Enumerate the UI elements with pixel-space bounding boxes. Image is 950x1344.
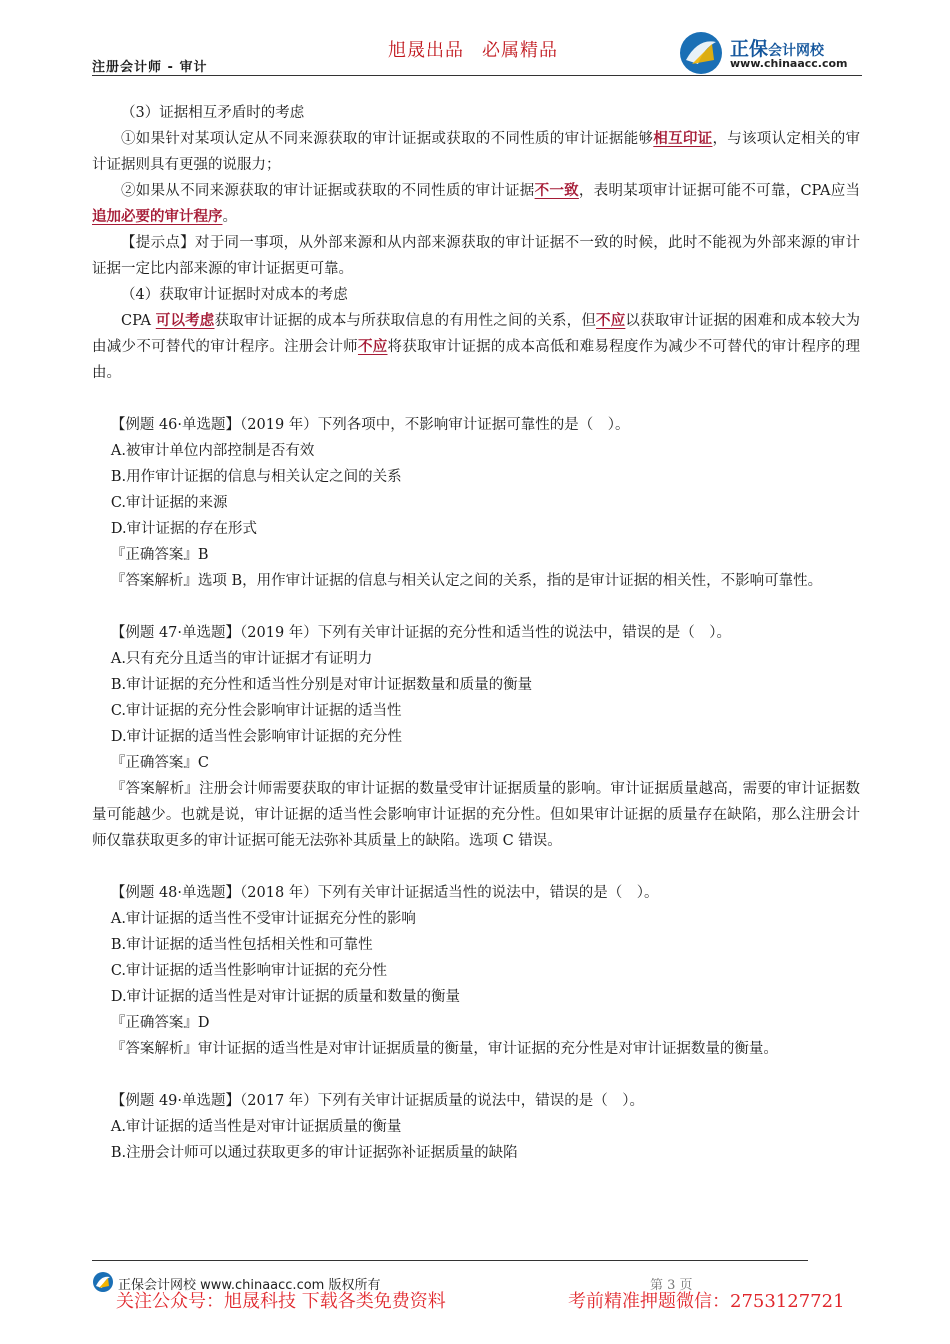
slogan-left: 旭晟出品 [388,40,464,61]
paragraph-tip: 【提示点】对于同一事项，从外部来源和从内部来源获取的审计证据不一致的时候，此时不能视为外部来源的审计证据一定比内部来源的审计证据更可靠。 [92,235,860,277]
question-48-option-b: B.审计证据的适当性包括相关性和可靠性 [110,937,373,953]
emphasis-text: 可以考虑 [155,312,215,329]
question-49-option-b: B.注册会计师可以通过获取更多的审计证据弥补证据质量的缺陷 [110,1145,518,1161]
question-46-option-c: C.审计证据的来源 [110,495,228,511]
question-47-option-b: B.审计证据的充分性和适当性分别是对审计证据数量和质量的衡量 [110,677,533,693]
document-body [92,100,860,1166]
question-48-title: 【例题 48·单选题】（2018 年）下列有关审计证据适当性的说法中，错误的是（ ）。 [110,885,659,901]
footer-logo-icon [92,1271,114,1293]
chinaacc-logo[interactable] [678,30,868,76]
paragraph-cost: CPA 可以考虑获取审计证据的成本与所获取信息的有用性之间的关系，但不应以获取审计证据的困难和成本较大为由减少不可替代的审计程序。注册会计师不应将获取审计证据的成本高低和难易程度作为减少不可替代的审计程序的理由。 [92,312,861,381]
header-slogan [388,36,558,62]
header-course-title: 注册会计师 - 审计 [92,60,208,75]
emphasis-text: 不应 [596,312,626,329]
emphasis-text: 不应 [357,338,388,355]
emphasis-text: 追加必要的审计程序 [92,208,223,225]
footer-divider [92,1260,808,1261]
question-47-title: 【例题 47·单选题】（2019 年）下列有关审计证据的充分性和适当性的说法中，错误的是（ ）。 [110,625,732,641]
logo-url: www.chinaacc.com [730,57,848,70]
question-46-answer: 『正确答案』B [110,547,209,563]
question-48-answer: 『正确答案』D [110,1015,210,1031]
question-47-analysis: 『答案解析』注册会计师需要获取的审计证据的数量受审计证据质量的影响。审计证据质量越高，需要的审计证据数量可能越少。也就是说，审计证据的适当性会影响审计证据的充分性。但如果审计证据的质量存在缺陷，那么注册会计师仅靠获取更多的审计证据可能无法弥补其质量上的缺陷。选项 C 错误。 [92,781,860,849]
question-48-option-c: C.审计证据的适当性影响审计证据的充分性 [110,963,388,979]
question-47-option-a: A.只有充分且适当的审计证据才有证明力 [110,651,373,667]
question-47-answer: 『正确答案』C [110,755,209,771]
paragraph-corroborate: ①如果针对某项认定从不同来源获取的审计证据或获取的不同性质的审计证据能够相互印证，与该项认定相关的审计证据则具有更强的说服力； [92,130,861,173]
emphasis-text: 相互印证 [653,130,713,147]
promo-left: 关注公众号：旭晟科技 下载各类免费资料 [116,1291,446,1312]
slogan-right: 必属精品 [482,40,558,61]
question-46-analysis: 『答案解析』选项 B，用作审计证据的信息与相关认定之间的关系，指的是审计证据的相关性，不影响可靠性。 [110,573,823,589]
page-number: 第 3 页 [650,1278,693,1293]
question-48-analysis: 『答案解析』审计证据的适当性是对审计证据质量的衡量，审计证据的充分性是对审计证据数量的衡量。 [110,1041,778,1057]
question-47-option-c: C.审计证据的充分性会影响审计证据的适当性 [110,703,402,719]
promo-right: 考前精准押题微信：2753127721 [568,1291,845,1312]
section-heading-4: （4）获取审计证据时对成本的考虑 [121,287,348,303]
question-46-option-b: B.用作审计证据的信息与相关认定之间的关系 [110,469,402,485]
question-46-option-a: A.被审计单位内部控制是否有效 [110,443,315,459]
footer-copyright: 正保会计网校 www.chinaacc.com 版权所有 [118,1278,381,1293]
question-48-option-d: D.审计证据的适当性是对审计证据的质量和数量的衡量 [110,989,461,1005]
logo-emblem-icon [678,30,724,76]
logo-title: 正保会计网校 [730,38,825,60]
paragraph-inconsistent: ②如果从不同来源获取的审计证据或获取的不同性质的审计证据不一致，表明某项审计证据可能不可靠，CPA应当追加必要的审计程序。 [92,182,861,225]
header-divider [92,75,862,76]
question-47-option-d: D.审计证据的适当性会影响审计证据的充分性 [110,729,403,745]
emphasis-text: 不一致 [534,182,579,199]
question-46-title: 【例题 46·单选题】（2019 年）下列各项中，不影响审计证据可靠性的是（ ）。 [110,417,630,433]
question-46-option-d: D.审计证据的存在形式 [110,521,258,537]
question-49-title: 【例题 49·单选题】（2017 年）下列有关审计证据质量的说法中，错误的是（ ）。 [110,1093,645,1109]
section-heading-3: （3）证据相互矛盾时的考虑 [121,105,305,121]
question-49-option-a: A.审计证据的适当性是对审计证据质量的衡量 [110,1119,402,1135]
question-48-option-a: A.审计证据的适当性不受审计证据充分性的影响 [110,911,416,927]
